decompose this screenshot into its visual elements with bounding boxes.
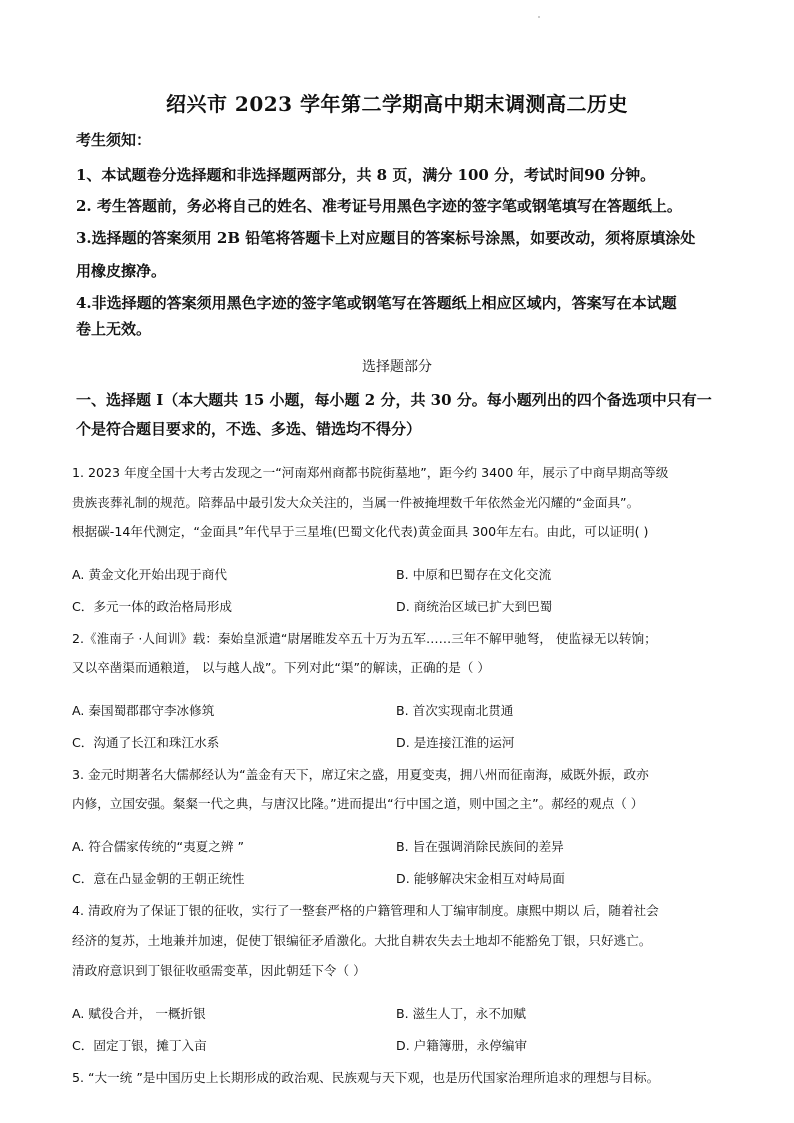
question-4-line: 经济的复苏，土地兼并加速，促使丁银编征矛盾激化。大批自耕农失去土地却不能豁免丁银，只好逃亡。	[72, 933, 652, 948]
question-1-option-b: B. 中原和巴蜀存在文化交流	[396, 567, 552, 582]
question-3-line: 内修，立国安强。粲粲一代之典，与唐汉比隆。”进而提出“行中国之道，则中国之主”。郝经的观点（ ）	[72, 796, 644, 811]
notice-line: 2. 考生答题前，务必将自己的姓名、准考证号用黑色字迹的签字笔或钢笔填写在答题纸上。	[76, 197, 682, 215]
question-4-line: 4. 清政府为了保证丁银的征收，实行了一整套严格的户籍管理和人丁编审制度。康熙中期以 后，随着社会	[72, 903, 659, 918]
question-1-line: 贵族丧葬礼制的规范。陪葬品中最引发大众关注的，当属一件被掩埋数千年依然金光闪耀的“金面具”。	[72, 495, 640, 510]
question-4-option-b: B. 滋生人丁，永不加赋	[396, 1006, 526, 1021]
notice-line: 3.选择题的答案须用 2B 铅笔将答题卡上对应题目的答案标号涂黑，如要改动，须将原填涂处	[76, 229, 696, 247]
section-title: 选择题部分	[362, 359, 432, 375]
question-2-option-b: B. 首次实现南北贯通	[396, 703, 514, 718]
question-3-option-a: A. 符合儒家传统的“夷夏之辨 ”	[72, 839, 244, 854]
page-speck	[538, 16, 540, 18]
question-5-line: 5. “大一统 ”是中国历史上长期形成的政治观、民族观与天下观，也是历代国家治理所追求的理想与目标。	[72, 1070, 660, 1085]
question-2-option-c: C．沟通了长江和珠江水系	[72, 735, 220, 750]
question-4-option-c: C．固定丁银，摊丁入亩	[72, 1038, 207, 1053]
question-1-line: 1. 2023 年度全国十大考古发现之一“河南郑州商都书院街墓地”，距今约 3400 年，展示了中商早期高等级	[72, 465, 669, 480]
question-2-option-a: A. 秦国蜀郡郡守李冰修筑	[72, 703, 215, 718]
question-2-line: 2.《淮南子 ·人间训》载：秦始皇派遣“尉屠睢发卒五十万为五军……三年不解甲驰弩， 使监禄无以转饷；	[72, 631, 657, 646]
question-1-option-d: D. 商统治区域已扩大到巴蜀	[396, 599, 553, 614]
part-instruction-line: 一、选择题 I（本大题共 15 小题，每小题 2 分，共 30 分。每小题列出的四个备选项中只有一	[76, 391, 712, 409]
question-3-line: 3. 金元时期著名大儒郝经认为“盖金有天下，席辽宋之盛，用夏变夷，拥八州而征南海，威既外振，政亦	[72, 767, 649, 782]
notice-heading: 考生须知：	[76, 131, 152, 149]
question-4-line: 清政府意识到丁银征收亟需变革，因此朝廷下令（ ）	[72, 963, 366, 978]
question-1-option-a: A. 黄金文化开始出现于商代	[72, 567, 227, 582]
notice-line: 用橡皮擦净。	[76, 262, 167, 280]
page-title: 绍兴市 2023 学年第二学期高中期末调测高二历史	[165, 92, 629, 116]
question-3-option-b: B. 旨在强调消除民族间的差异	[396, 839, 564, 854]
question-4-option-a: A. 赋役合并， 一概折银	[72, 1006, 206, 1021]
part-instruction-line: 个是符合题目要求的，不选、多选、错选均不得分）	[76, 420, 422, 438]
question-4-option-d: D. 户籍簿册，永停编审	[396, 1038, 528, 1053]
question-2-line: 又以卒凿渠而通粮道， 以与越人战”。下列对此“渠”的解读，正确的是（ ）	[72, 660, 490, 675]
question-2-option-d: D. 是连接江淮的运河	[396, 735, 515, 750]
question-1-line: 根据碳-14年代测定，“金面具”年代早于三星堆(巴蜀文化代表)黄金面具 300年左右。由此，可以证明( )	[72, 524, 649, 539]
question-3-option-c: C．意在凸显金朝的王朝正统性	[72, 871, 245, 886]
question-1-option-c: C．多元一体的政治格局形成	[72, 599, 232, 614]
notice-line: 卷上无效。	[76, 320, 152, 338]
notice-line: 1、本试题卷分选择题和非选择题两部分，共 8 页，满分 100 分，考试时间90 分钟。	[76, 166, 656, 184]
notice-line: 4.非选择题的答案须用黑色字迹的签字笔或钢笔写在答题纸上相应区域内，答案写在本试题	[76, 294, 677, 312]
question-3-option-d: D. 能够解决宋金相互对峙局面	[396, 871, 565, 886]
